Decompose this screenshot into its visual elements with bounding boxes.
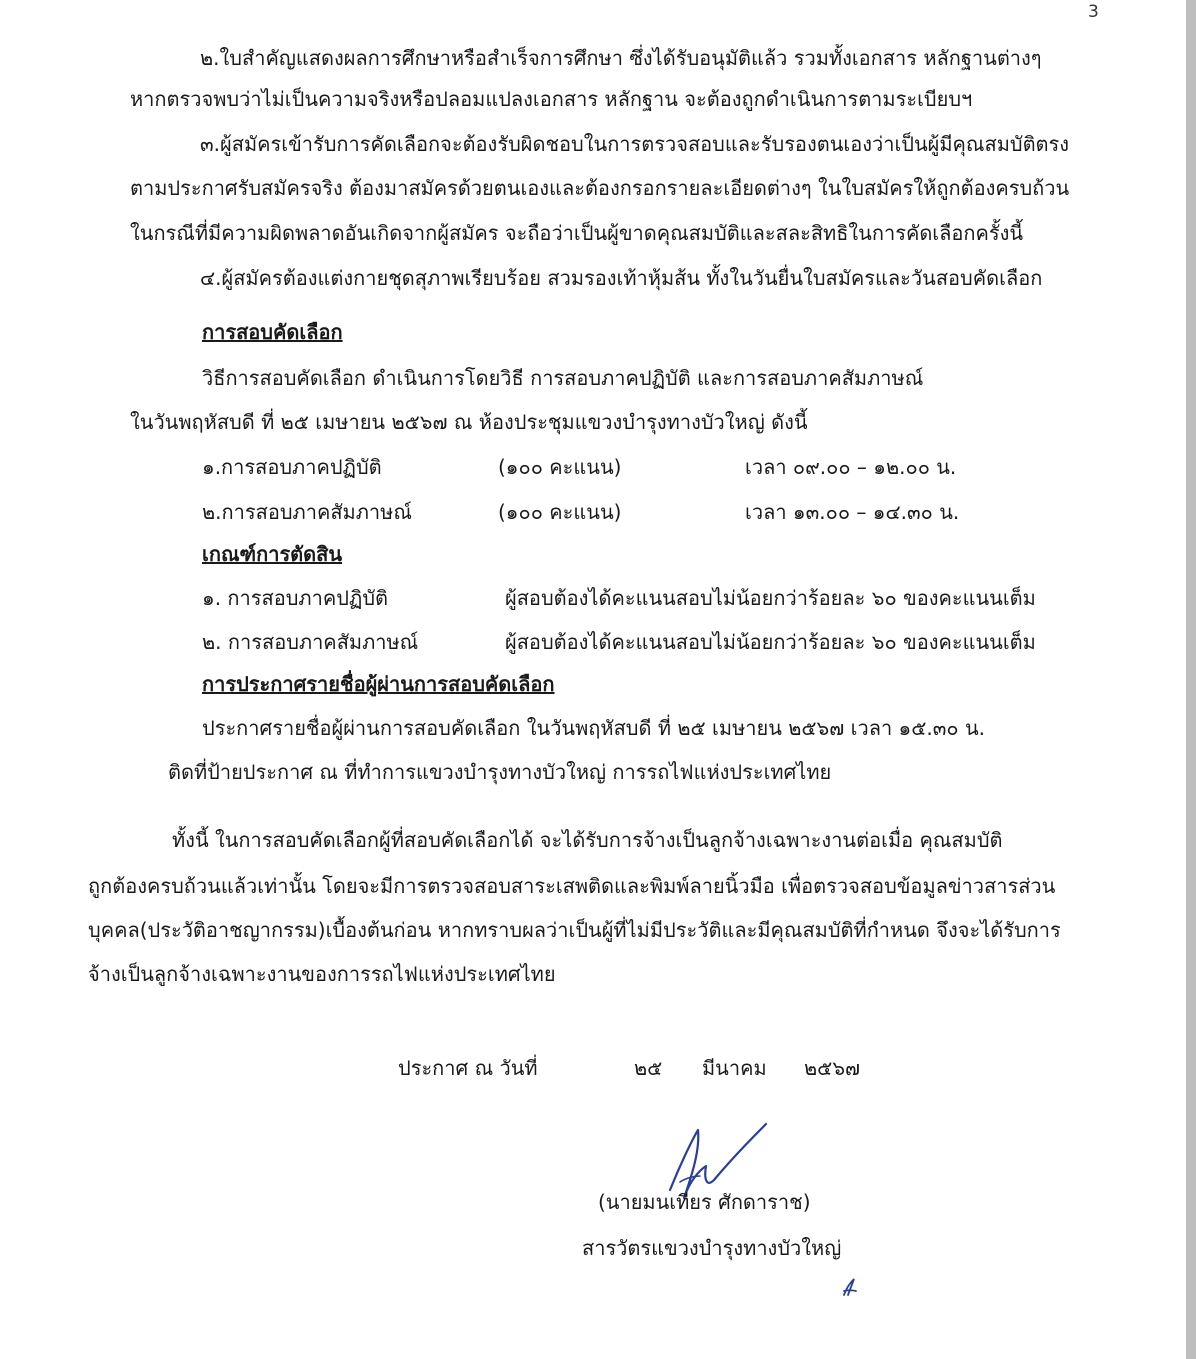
- signatory-position: สารวัตรแขวงบำรุงทางบัวใหญ่: [582, 1236, 842, 1260]
- date-month: มีนาคม: [702, 1056, 767, 1080]
- condition-3-line-1: ๓.ผู้สมัครเข้ารับการคัดเลือกจะต้องรับผิดชอบในการตรวจสอบและรับรองตนเองว่าเป็นผู้มีคุณสมบัติตรง: [200, 132, 1070, 156]
- initial-mark: [838, 1273, 864, 1299]
- closing-line-4: จ้างเป็นลูกจ้างเฉพาะงานของการรถไฟแห่งประเทศไทย: [88, 962, 556, 986]
- condition-2-line-2: หากตรวจพบว่าไม่เป็นความจริงหรือปลอมแปลงเอกสาร หลักฐาน จะต้องถูกดำเนินการตามระเบียบฯ: [130, 87, 973, 111]
- announcement-heading: การประกาศรายชื่อผู้ผ่านการสอบคัดเลือก: [202, 672, 555, 696]
- date-day: ๒๕: [634, 1056, 663, 1080]
- criteria-heading: เกณฑ์การตัดสิน: [202, 542, 343, 566]
- date-year: ๒๕๖๗: [804, 1056, 861, 1080]
- schedule-practical-score: (๑๐๐ คะแนน): [498, 455, 622, 479]
- announcement-line-2: ติดที่ป้ายประกาศ ณ ที่ทำการแขวงบำรุงทางบัวใหญ่ การรถไฟแห่งประเทศไทย: [168, 760, 832, 784]
- condition-4-line-1: ๔.ผู้สมัครต้องแต่งกายชุดสุภาพเรียบร้อย สวมรองเท้าหุ้มส้น ทั้งในวันยื่นใบสมัครและวันสอบคัดเลือก: [200, 266, 1043, 290]
- closing-line-2: ถูกต้องครบถ้วนแล้วเท่านั้น โดยจะมีการตรวจสอบสาระเสพติดและพิมพ์ลายนิ้วมือ เพื่อตรวจสอบข้อมูลข่าวสารส่วน: [88, 874, 1056, 898]
- schedule-practical-name: ๑.การสอบภาคปฏิบัติ: [202, 455, 382, 479]
- page-number: 3: [1088, 2, 1099, 22]
- signatory-name: (นายมนเทียร ศักดาราช): [598, 1190, 811, 1214]
- criteria-interview-name: ๒. การสอบภาคสัมภาษณ์: [202, 630, 419, 654]
- condition-3-line-3: ในกรณีที่มีความผิดพลาดอันเกิดจากผู้สมัคร จะถือว่าเป็นผู้ขาดคุณสมบัติและสละสิทธิในการคัดเลือกครั้งนี้: [130, 221, 1024, 245]
- schedule-practical-time: เวลา ๐๙.๐๐ – ๑๒.๐๐ น.: [745, 455, 957, 479]
- date-prefix: ประกาศ ณ วันที่: [398, 1056, 538, 1080]
- criteria-interview-rule: ผู้สอบต้องได้คะแนนสอบไม่น้อยกว่าร้อยละ ๖๐ ของคะแนนเต็ม: [505, 630, 1036, 654]
- criteria-practical-name: ๑. การสอบภาคปฏิบัติ: [202, 586, 389, 610]
- schedule-interview-time: เวลา ๑๓.๐๐ – ๑๔.๓๐ น.: [745, 500, 960, 524]
- schedule-interview-score: (๑๐๐ คะแนน): [498, 500, 622, 524]
- exam-method-line-1: วิธีการสอบคัดเลือก ดำเนินการโดยวิธี การสอบภาคปฏิบัติ และการสอบภาคสัมภาษณ์: [202, 366, 924, 390]
- exam-heading: การสอบคัดเลือก: [202, 320, 343, 344]
- exam-method-line-2: ในวันพฤหัสบดี ที่ ๒๕ เมษายน ๒๕๖๗ ณ ห้องประชุมแขวงบำรุงทางบัวใหญ่ ดังนี้: [130, 410, 808, 434]
- condition-3-line-2: ตามประกาศรับสมัครจริง ต้องมาสมัครด้วยตนเองและต้องกรอกรายละเอียดต่างๆ ในใบสมัครให้ถูกต้องครบถ้วน: [130, 176, 1070, 200]
- announcement-line-1: ประกาศรายชื่อผู้ผ่านการสอบคัดเลือก ในวันพฤหัสบดี ที่ ๒๕ เมษายน ๒๕๖๗ เวลา ๑๕.๓๐ น.: [202, 716, 986, 740]
- condition-2-line-1: ๒.ใบสำคัญแสดงผลการศึกษาหรือสำเร็จการศึกษา ซึ่งได้รับอนุมัติแล้ว รวมทั้งเอกสาร หลักฐานต่างๆ: [200, 46, 1042, 70]
- criteria-practical-rule: ผู้สอบต้องได้คะแนนสอบไม่น้อยกว่าร้อยละ ๖๐ ของคะแนนเต็ม: [505, 586, 1036, 610]
- closing-line-3: บุคคล(ประวัติอาชญากรรม)เบื้องต้นก่อน หากทราบผลว่าเป็นผู้ที่ไม่มีประวัติและมีคุณสมบัติที่กำหนด จึงจะได้รับการ: [88, 918, 1061, 942]
- closing-line-1: ทั้งนี้ ในการสอบคัดเลือกผู้ที่สอบคัดเลือกได้ จะได้รับการจ้างเป็นลูกจ้างเฉพาะงานต่อเมื่อ คุณสมบัติ: [172, 828, 1003, 852]
- schedule-interview-name: ๒.การสอบภาคสัมภาษณ์: [202, 500, 412, 524]
- page-edge: [1186, 0, 1196, 1359]
